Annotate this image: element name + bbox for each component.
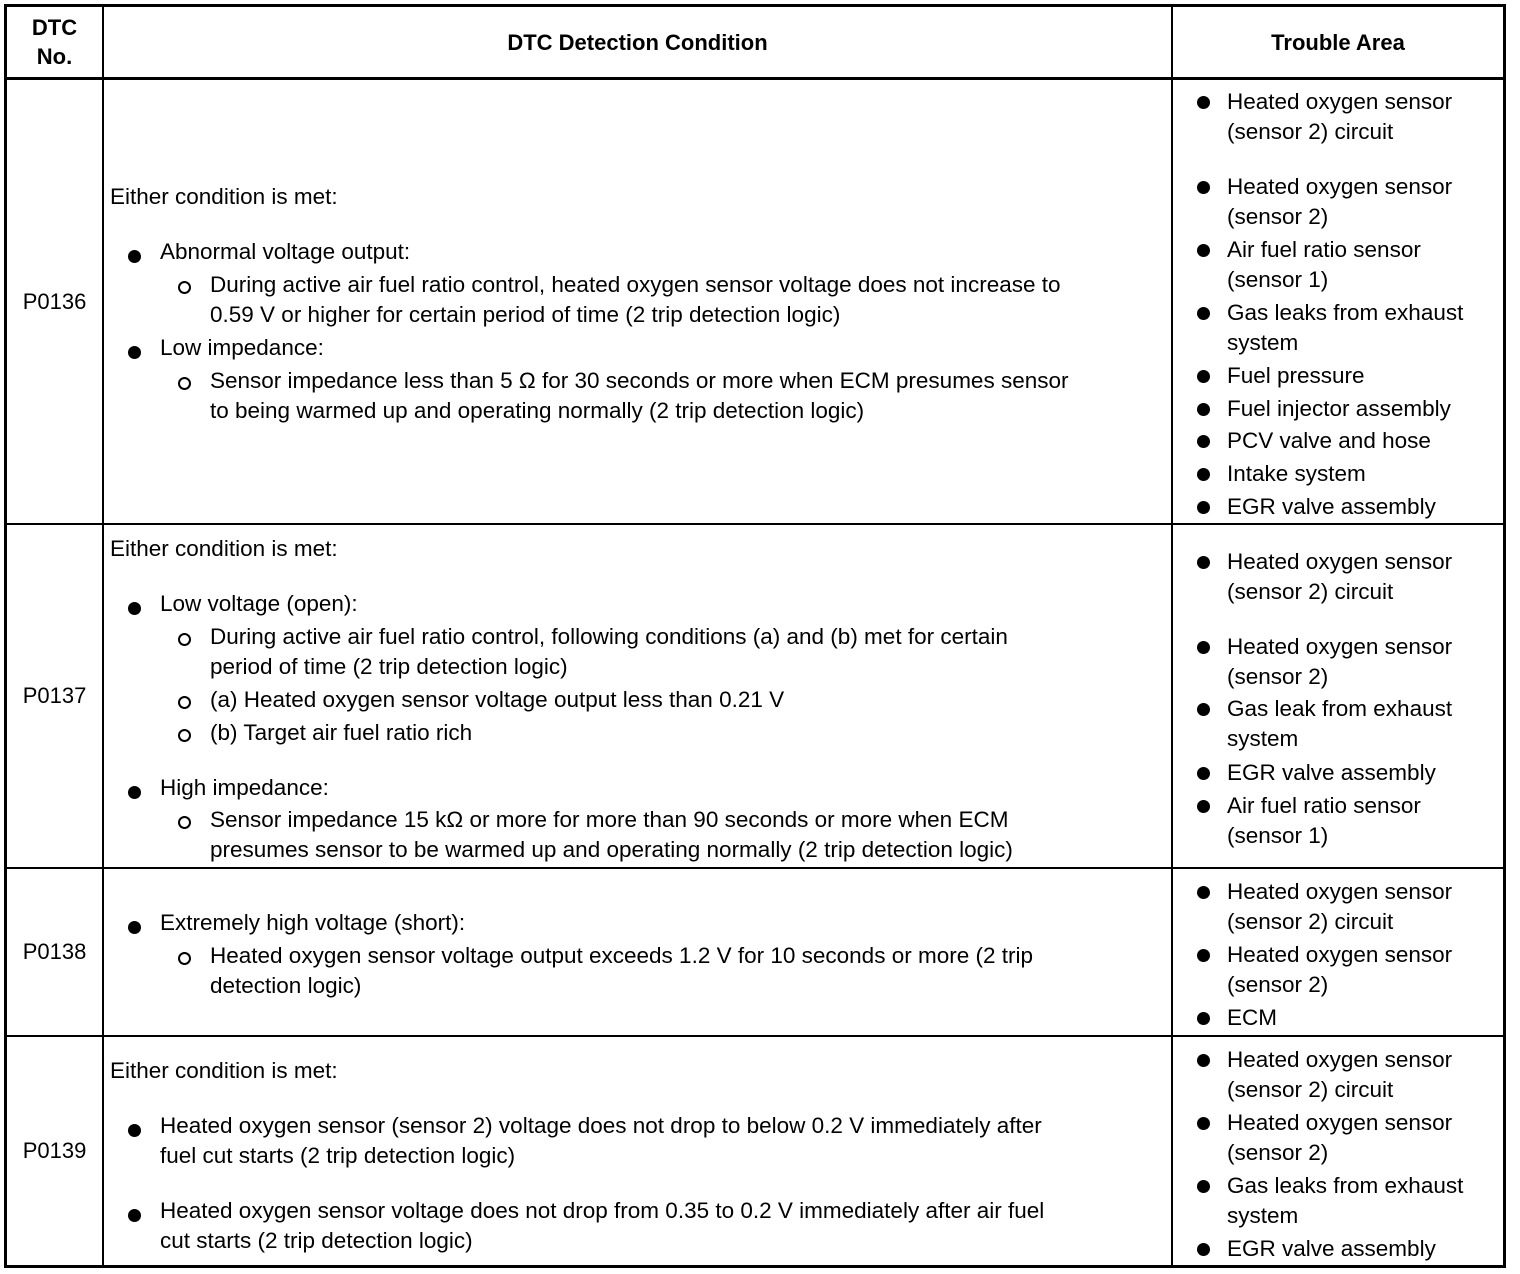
condition-bullet-cont: fuel cut starts (2 trip detection logic) [160,1143,516,1168]
condition-sub-bullet: Sensor impedance less than 5 Ω for 30 seconds or more when ECM presumes sensor [210,368,1069,393]
condition-sub-bullet: During active air fuel ratio control, following conditions (a) and (b) met for certain [210,624,1008,649]
trouble-item: Heated oxygen sensor [1227,879,1453,904]
bullet-icon [128,250,141,263]
bullet-icon [1197,1117,1210,1130]
header-condition-label: DTC Detection Condition [507,29,768,55]
bullet-icon [1197,556,1210,569]
trouble-item-cont: system [1227,1203,1299,1228]
trouble-item: Heated oxygen sensor [1227,174,1453,199]
dtc-code-label: P0138 [22,939,87,964]
trouble-item: Gas leaks from exhaust [1227,300,1464,325]
trouble-item-cont: (sensor 1) [1227,267,1329,292]
trouble-item: Heated oxygen sensor [1227,1047,1453,1072]
trouble-item: Air fuel ratio sensor [1227,237,1421,262]
bullet-icon [1197,1012,1210,1025]
trouble-item: PCV valve and hose [1227,428,1431,453]
condition-cell-p0136 [104,80,1171,523]
trouble-item-cont: (sensor 2) [1227,664,1329,689]
condition-bullet: Abnormal voltage output: [160,239,411,264]
condition-bullet-cont: cut starts (2 trip detection logic) [160,1228,473,1253]
condition-cell-p0138 [104,869,1171,1035]
dtc-code-label: P0139 [22,1138,87,1163]
bullet-icon [128,1124,141,1137]
bullet-icon [1197,949,1210,962]
bullet-icon [1197,370,1210,383]
trouble-item-cont: (sensor 2) circuit [1227,909,1394,934]
trouble-item-cont: system [1227,330,1299,355]
bullet-icon [1197,1180,1210,1193]
bullet-icon [1197,703,1210,716]
trouble-item-cont: system [1227,726,1299,751]
condition-sub-bullet: Sensor impedance 15 kΩ or more for more than 90 seconds or more when ECM [210,807,1009,832]
dtc-code-p0137 [7,525,102,867]
bullet-icon [1197,403,1210,416]
trouble-item: EGR valve assembly [1227,494,1436,519]
bullet-icon [1197,96,1210,109]
header-trouble-area-label: Trouble Area [1271,29,1405,55]
bullet-icon [1197,800,1210,813]
condition-sub-bullet-cont: to being warmed up and operating normally (2 trip detection logic) [210,398,865,423]
condition-bullet: High impedance: [160,775,329,800]
bullet-icon [1197,244,1210,257]
trouble-item: EGR valve assembly [1227,1236,1436,1261]
trouble-cell-p0137 [1173,525,1503,867]
bullet-icon [128,1209,141,1222]
bullet-icon [1197,501,1210,514]
condition-bullet: Low impedance: [160,335,324,360]
header-trouble-area [1173,7,1503,77]
trouble-item: Air fuel ratio sensor [1227,793,1421,818]
condition-sub-bullet: (b) Target air fuel ratio rich [210,720,473,745]
dtc-code-p0136 [7,80,102,523]
trouble-item: Gas leaks from exhaust [1227,1173,1464,1198]
trouble-cell-p0136 [1173,80,1503,523]
trouble-item-cont: (sensor 2) circuit [1227,119,1394,144]
condition-intro: Either condition is met: [110,1058,338,1083]
trouble-item: Heated oxygen sensor [1227,89,1453,114]
trouble-item-cont: (sensor 2) [1227,204,1329,229]
sub-bullet-icon [178,281,191,294]
bullet-icon [128,346,141,359]
trouble-cell-p0139 [1173,1037,1503,1265]
bullet-icon [1197,641,1210,654]
condition-sub-bullet-cont: presumes sensor to be warmed up and operating normally (2 trip detection logic) [210,837,1013,862]
trouble-item: EGR valve assembly [1227,760,1436,785]
trouble-item: Heated oxygen sensor [1227,634,1453,659]
condition-bullet: Heated oxygen sensor (sensor 2) voltage does not drop to below 0.2 V immediately after [160,1113,1042,1138]
bullet-icon [1197,1054,1210,1067]
condition-bullet: Extremely high voltage (short): [160,910,466,935]
condition-intro: Either condition is met: [110,184,338,209]
trouble-item-cont: (sensor 2) [1227,1140,1329,1165]
trouble-item: Fuel injector assembly [1227,396,1451,421]
bullet-icon [1197,1243,1210,1256]
dtc-code-label: P0137 [22,683,87,708]
bullet-icon [1197,435,1210,448]
sub-bullet-icon [178,696,191,709]
sub-bullet-icon [178,952,191,965]
header-dtc-no [7,7,102,77]
trouble-item: Gas leak from exhaust [1227,696,1453,721]
bullet-icon [1197,468,1210,481]
condition-sub-bullet-cont: 0.59 V or higher for certain period of time (2 trip detection logic) [210,302,841,327]
bullet-icon [1197,307,1210,320]
bullet-icon [128,921,141,934]
condition-bullet: Heated oxygen sensor voltage does not drop from 0.35 to 0.2 V immediately after air fuel [160,1198,1045,1223]
trouble-item-cont: (sensor 1) [1227,823,1329,848]
trouble-item: Heated oxygen sensor [1227,1110,1453,1135]
bullet-icon [128,602,141,615]
sub-bullet-icon [178,816,191,829]
condition-cell-p0137 [104,525,1171,867]
trouble-item: ECM [1227,1005,1277,1030]
trouble-cell-p0138 [1173,869,1503,1035]
trouble-item: Heated oxygen sensor [1227,549,1453,574]
header-dtc-no-label: DTC No. [31,15,78,69]
dtc-code-label: P0136 [22,288,87,314]
dtc-code-p0139 [7,1037,102,1265]
trouble-item-cont: (sensor 2) circuit [1227,579,1394,604]
header-condition [104,7,1171,77]
trouble-item-cont: (sensor 2) circuit [1227,1077,1394,1102]
trouble-item-cont: (sensor 2) [1227,972,1329,997]
bullet-icon [1197,886,1210,899]
bullet-icon [1197,767,1210,780]
sub-bullet-icon [178,633,191,646]
bullet-icon [1197,181,1210,194]
condition-sub-bullet-cont: period of time (2 trip detection logic) [210,654,568,679]
condition-sub-bullet: Heated oxygen sensor voltage output exceeds 1.2 V for 10 seconds or more (2 trip [210,943,1033,968]
condition-sub-bullet: During active air fuel ratio control, heated oxygen sensor voltage does not increase to [210,272,1061,297]
condition-cell-p0139 [104,1037,1171,1265]
dtc-table [4,4,1506,1268]
trouble-item: Fuel pressure [1227,363,1365,388]
dtc-code-p0138 [7,869,102,1035]
condition-intro: Either condition is met: [110,536,338,561]
sub-bullet-icon [178,729,191,742]
trouble-item: Intake system [1227,461,1366,486]
sub-bullet-icon [178,377,191,390]
condition-sub-bullet-cont: detection logic) [210,973,362,998]
condition-bullet: Low voltage (open): [160,591,358,616]
bullet-icon [128,786,141,799]
condition-sub-bullet: (a) Heated oxygen sensor voltage output less than 0.21 V [210,687,785,712]
trouble-item: Heated oxygen sensor [1227,942,1453,967]
